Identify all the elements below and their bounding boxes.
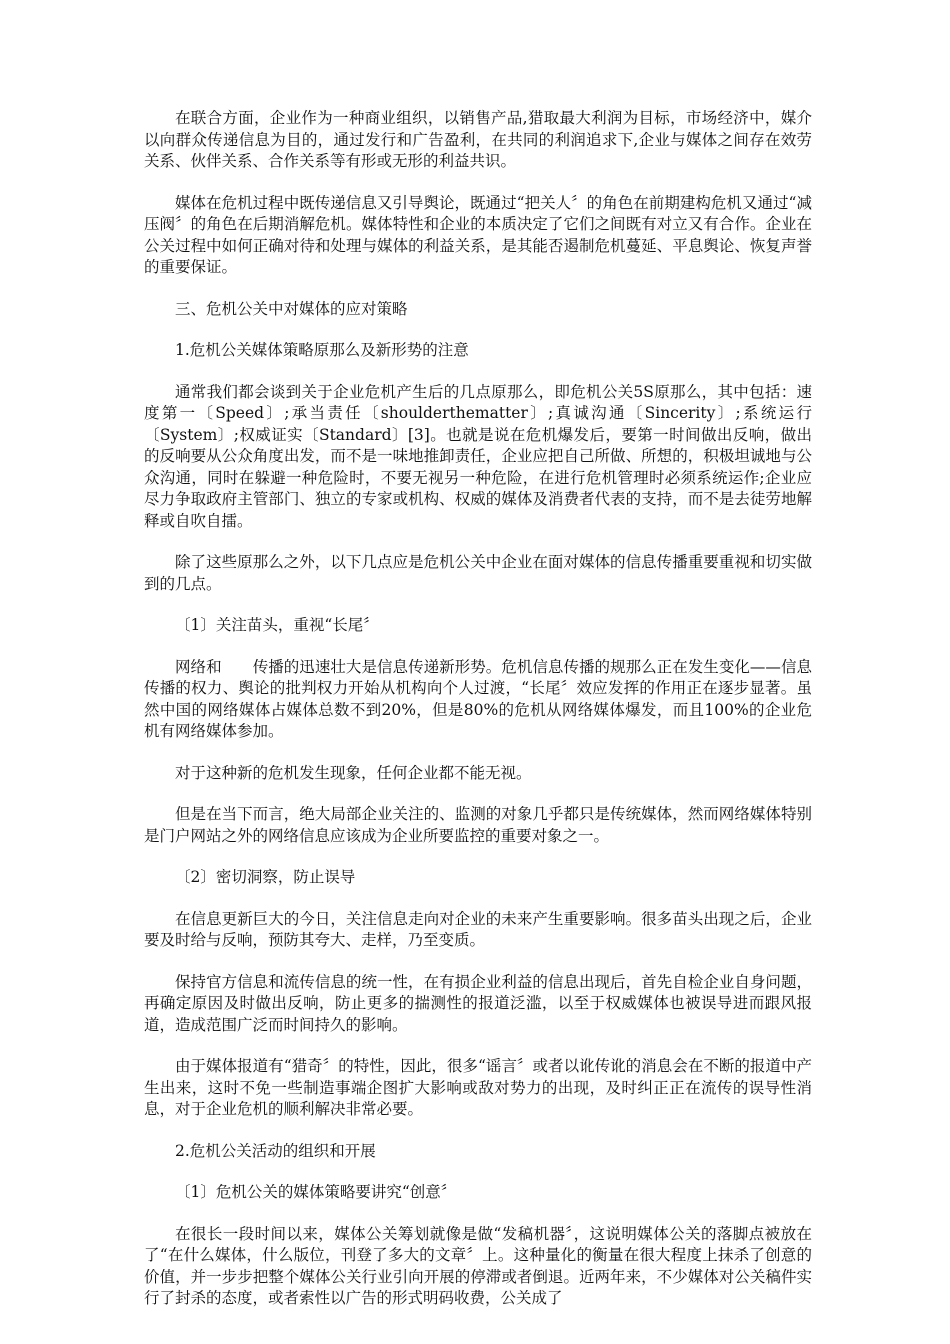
paragraph-traditional-media-focus: 但是在当下而言，绝大局部企业关注的、监测的对象几乎都只是传统媒体，然而网络媒体特别是门户网站之外的网络信息应该成为企业所要监控的重要对象之一。 — [144, 805, 812, 845]
paragraph-unified-information: 保持官方信息和流传信息的统一性，在有损企业利益的信息出现后，首先自检企业自身问题，再确定原因及时做出反响，防止更多的揣测性的报道泛滥，以至于权威媒体也被误导进而跟风报道，造成范围广泛而时间持久的影响。 — [144, 972, 812, 1034]
paragraph-5s-principles: 通常我们都会谈到关于企业危机产生后的几点原那么，即危机公关5S原那么，其中包括：速度第一〔Speed〕;承当责任〔shoulderthematter〕;真诚沟通〔Sincerity〕;系统运行〔System〕;权威证实〔Standard〕[3]。也就是说在危机爆发后，要第一时间做出反响，做出的反响要从公众角度出发，而不是一味地推卸责任，企业应把自己所做、所想的，积极坦诚地与公众沟通，同时在躲避一种危险时，不要无视另一种危险，在进行危机管理时必须系统运作;企业应尽力争取政府主管部门、独立的专家或机构、权威的媒体及消费者代表的支持，而不是去徒劳地解释或自吹自擂。 — [144, 382, 812, 530]
subsection-heading-1: 1.危机公关媒体策略原那么及新形势的注意 — [175, 341, 469, 359]
paragraph-additional-points: 除了这些原那么之外，以下几点应是危机公关中企业在面对媒体的信息传播重要重视和切实做到的几点。 — [144, 553, 812, 593]
paragraph-rumor-correction: 由于媒体报道有“猎奇〞的特性，因此，很多“谣言〞或者以讹传讹的消息会在不断的报道中产生出来，这时不免一些制造事端企图扩大影响或敌对势力的出现，及时纠正正在流传的误导性消息，对于企业危机的顺利解决非常必要。 — [144, 1057, 812, 1118]
section-heading-3: 三、危机公关中对媒体的应对策略 — [175, 299, 408, 318]
item-heading-1: 〔1〕关注苗头，重视“长尾〞 — [175, 616, 379, 634]
paragraph-cannot-ignore: 对于这种新的危机发生现象，任何企业都不能无视。 — [175, 763, 532, 782]
paragraph-cooperation-interests: 在联合方面，企业作为一种商业组织，以销售产品,猎取最大利润为目标，市场经济中，媒介以向群众传递信息为目的，通过发行和广告盈利，在共同的利润追求下,企业与媒体之间存在效劳关系、伙伴关系、合作关系等有形或无形的利益共识。 — [144, 109, 812, 170]
item-heading-2: 〔2〕密切洞察，防止误导 — [175, 868, 356, 886]
paragraph-network-trend: 网络和 传播的迅速壮大是信息传递新形势。危机信息传播的规那么正在发生变化——信息传播的权力、舆论的批判权力开始从机构向个人过渡，“长尾〞效应发挥的作用正在逐步显著。虽然中国的网络媒体占媒体总数不到20%，但是80%的危机从网络媒体爆发，而且100%的企业危机有网络媒体参加。 — [144, 657, 812, 740]
item-heading-creativity: 〔1〕危机公关的媒体策略要讲究“创意〞 — [175, 1183, 457, 1201]
paragraph-press-release-machine: 在很长一段时间以来，媒体公关筹划就像是做“发稿机器〞，这说明媒体公关的落脚点被放在了“在什么媒体，什么版位，刊登了多大的文章〞上。这种量化的衡量在很大程度上抹杀了创意的价值，并一步步把整个媒体公关行业引向开展的停滞或者倒退。近两年来，不少媒体对公关稿件实行了封杀的态度，或者索性以广告的形式明码收费，公关成了 — [144, 1224, 812, 1307]
subsection-heading-2: 2.危机公关活动的组织和开展 — [175, 1141, 376, 1160]
paragraph-media-role-in-crisis: 媒体在危机过程中既传递信息又引导舆论，既通过“把关人〞的角色在前期建构危机又通过“减压阀〞的角色在后期消解危机。媒体特性和企业的本质决定了它们之间既有对立又有合作。企业在公关过程中如何正确对待和处理与媒体的利益关系，是其能否遏制危机蔓延、平息舆论、恢复声誉的重要保证。 — [144, 193, 812, 276]
paragraph-information-trend: 在信息更新巨大的今日，关注信息走向对企业的未来产生重要影响。很多苗头出现之后，企业要及时给与反响，预防其夸大、走样，乃至变质。 — [144, 909, 812, 949]
document-page — [144, 108, 812, 1330]
